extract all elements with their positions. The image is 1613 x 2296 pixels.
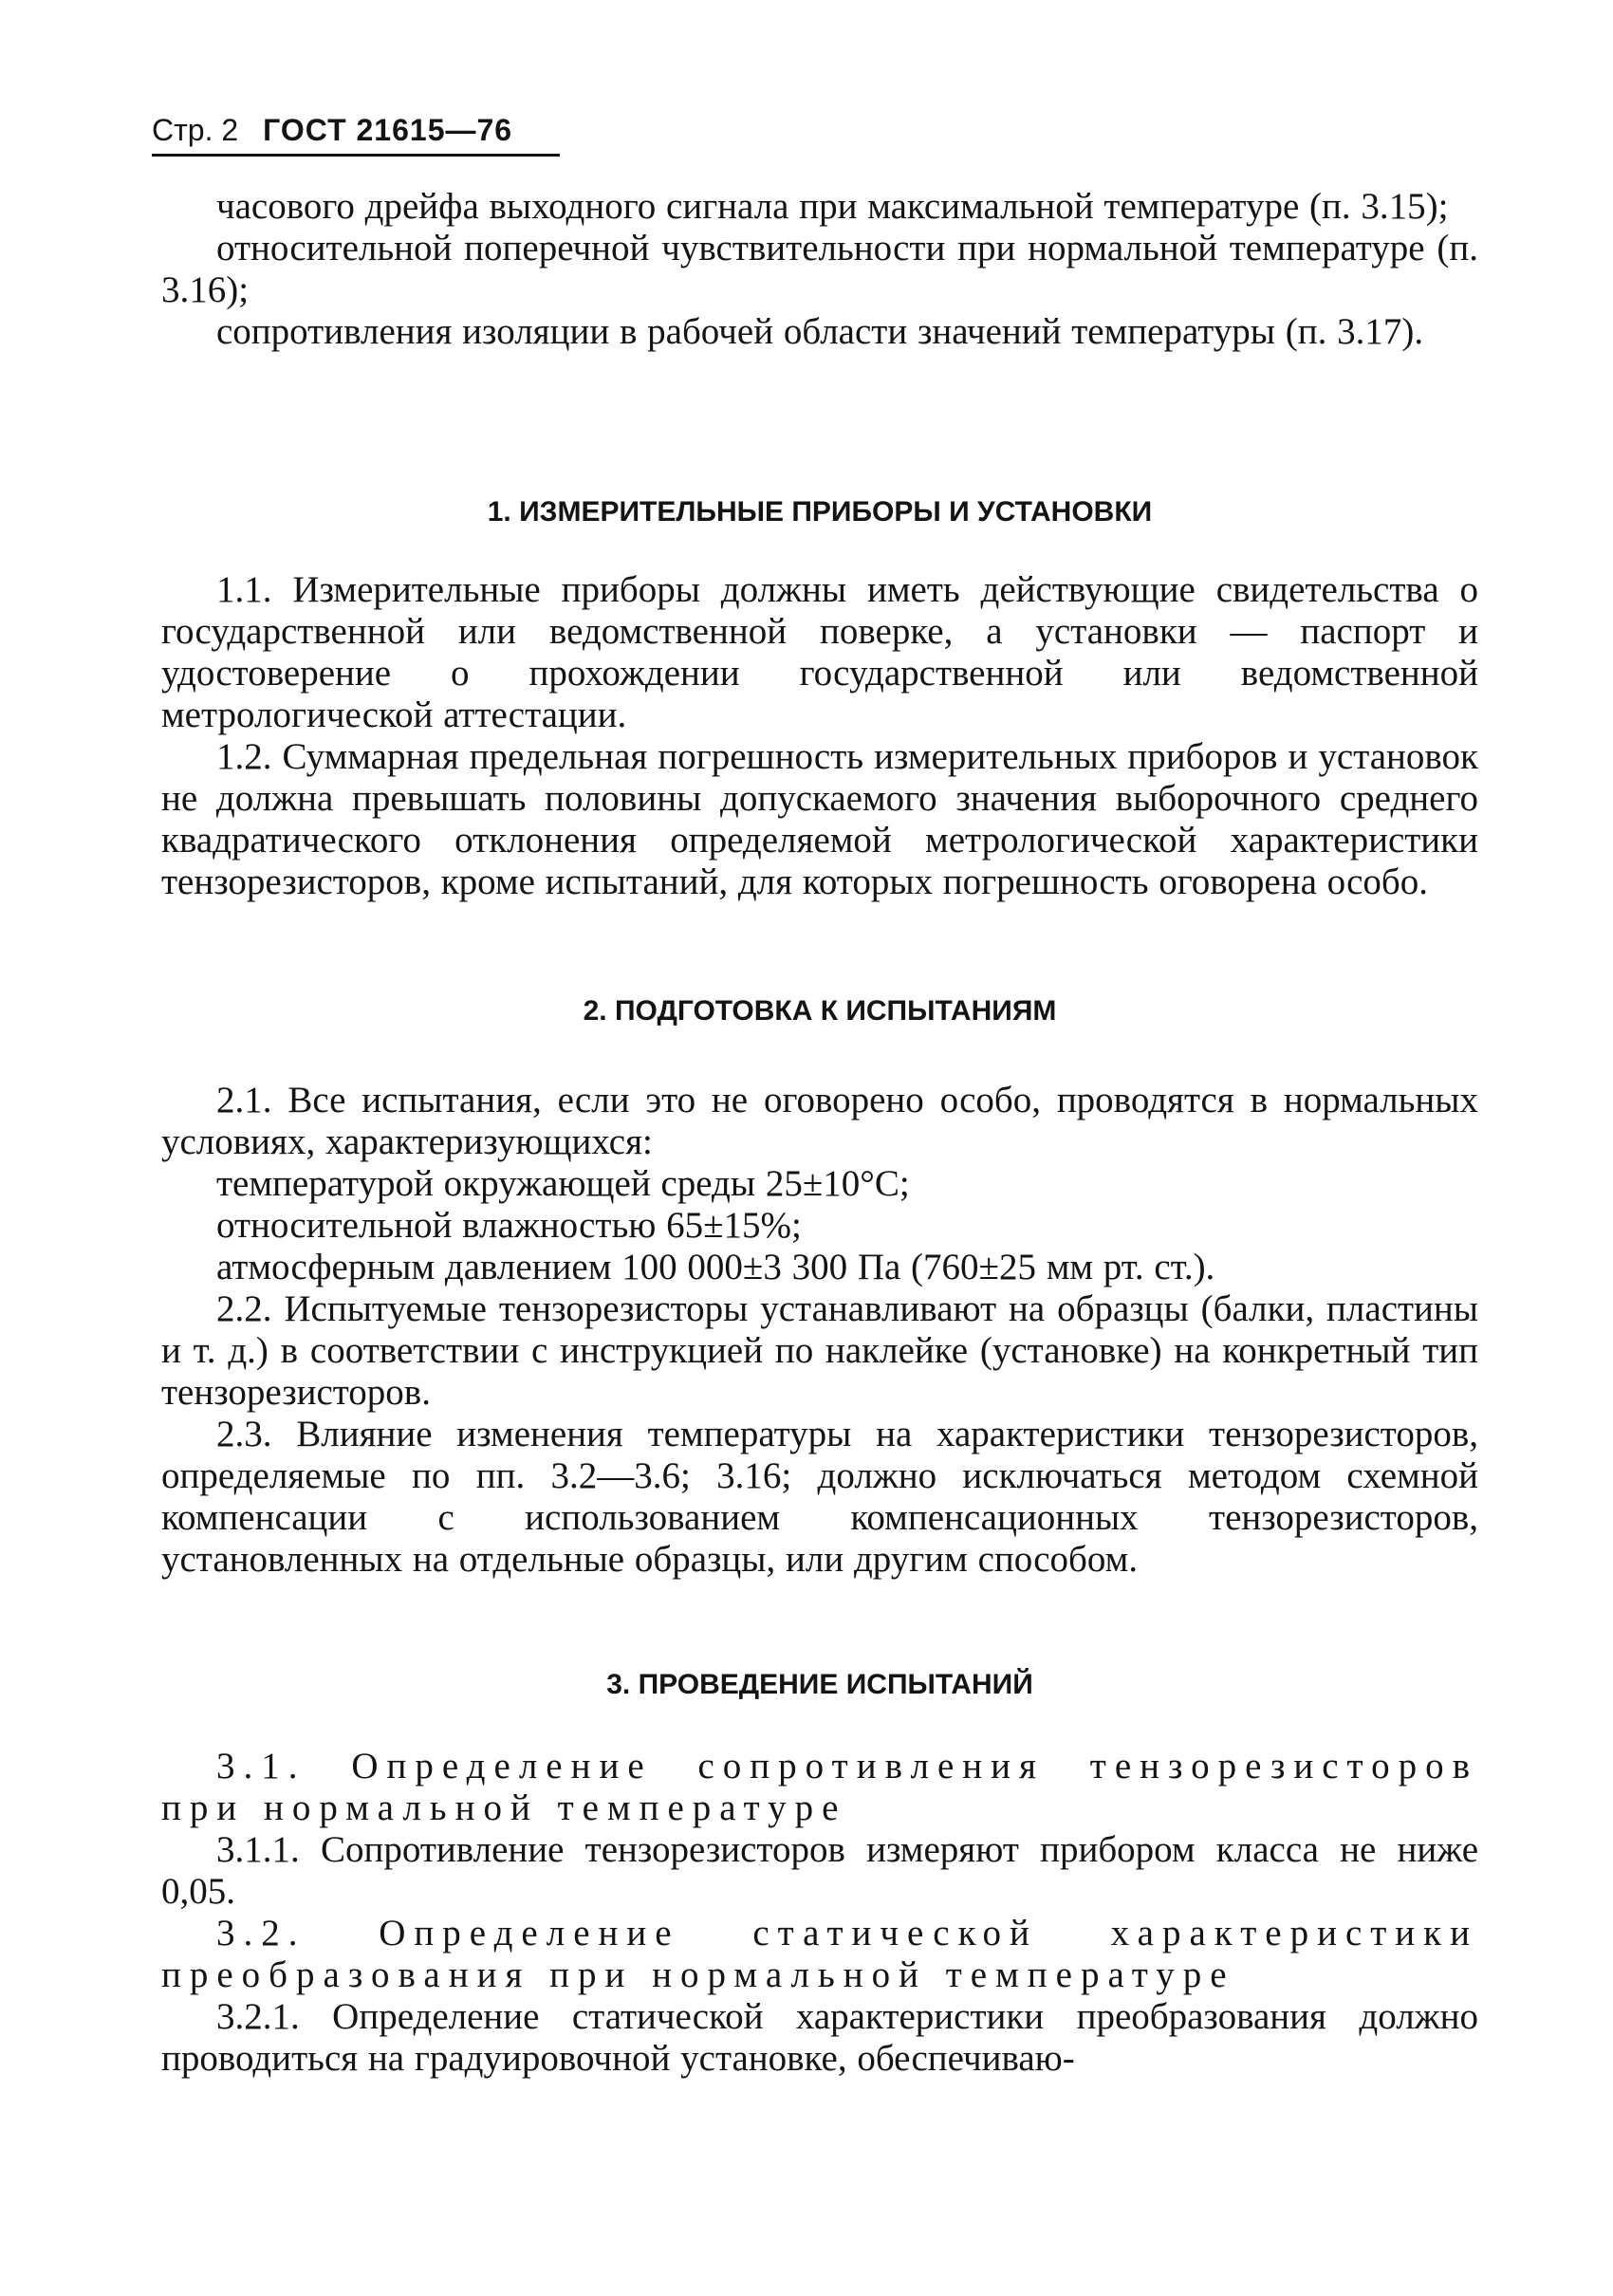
paragraph-1-2: 1.2. Суммарная предельная погрешность измерительных приборов и установок не должна превышать половины допускаемого значения выборочного среднего квадратического отклонения определяемой метрологической характеристики тензорезисторов, кроме испытаний, для которых погрешность оговорена особо. xyxy=(161,736,1478,902)
condition-item: атмосферным давлением 100 000±3 300 Па (760±25 мм рт. ст.). xyxy=(216,1247,1215,1287)
page-number: Стр. 2 xyxy=(152,113,239,147)
intro-item: сопротивления изоляции в рабочей области значений температуры (п. 3.17). xyxy=(216,311,1424,352)
standard-code: ГОСТ 21615—76 xyxy=(263,113,513,147)
section-heading-2: 2. ПОДГОТОВКА К ИСПЫТАНИЯМ xyxy=(583,995,1057,1027)
paragraph-3-1-1: 3.1.1. Сопротивление тензорезисторов измеряют прибором класса не ниже 0,05. xyxy=(161,1829,1478,1912)
subsection-title-3-2: 3.2. Определение статической характеристики преобразования при нормальной температуре xyxy=(161,1913,1478,1995)
section-2-body xyxy=(161,1080,1478,1581)
intro-item: относительной поперечной чувствительности при нормальной температуре (п. 3.16); xyxy=(161,228,1478,310)
section-heading-3: 3. ПРОВЕДЕНИЕ ИСПЫТАНИЙ xyxy=(606,1669,1033,1700)
paragraph-3-2-1: 3.2.1. Определение статической характеристики преобразования должно проводиться на градуировочной установке, обеспечиваю- xyxy=(161,1996,1478,2079)
paragraph-2-3: 2.3. Влияние изменения температуры на характеристики тензорезисторов, определяемые по пп. 3.2—3.6; 3.16; должно исключаться методом схемной компенсации с использованием компенсационных тензорезисторов, установленных на отдельные образцы, или другим способом. xyxy=(161,1414,1478,1580)
condition-item: относительной влажностью 65±15%; xyxy=(216,1205,802,1246)
page-header xyxy=(152,106,560,157)
intro-item: часового дрейфа выходного сигнала при максимальной температуре (п. 3.15); xyxy=(216,186,1449,227)
paragraph-2-2: 2.2. Испытуемые тензорезисторы устанавливают на образцы (балки, пластины и т. д.) в соответствии с инструкцией по наклейке (установке) на конкретный тип тензорезисторов. xyxy=(161,1288,1478,1413)
section-heading-1: 1. ИЗМЕРИТЕЛЬНЫЕ ПРИБОРЫ И УСТАНОВКИ xyxy=(487,496,1153,528)
section-3-body xyxy=(161,1746,1478,2080)
section-1-body xyxy=(161,569,1478,903)
paragraph-2-1: 2.1. Все испытания, если это не оговорено особо, проводятся в нормальных условиях, характеризующихся: xyxy=(161,1080,1478,1162)
paragraph-1-1: 1.1. Измерительные приборы должны иметь действующие свидетельства о государственной или ведомственной поверке, а установки — паспорт и удостоверение о прохождении государственной или ведомственной метрологической аттестации. xyxy=(161,569,1478,735)
subsection-title-3-1: 3.1. Определение сопротивления тензорезисторов при нормальной температуре xyxy=(161,1746,1478,1828)
intro-list xyxy=(161,186,1478,353)
condition-item: температурой окружающей среды 25±10°С; xyxy=(216,1163,910,1204)
